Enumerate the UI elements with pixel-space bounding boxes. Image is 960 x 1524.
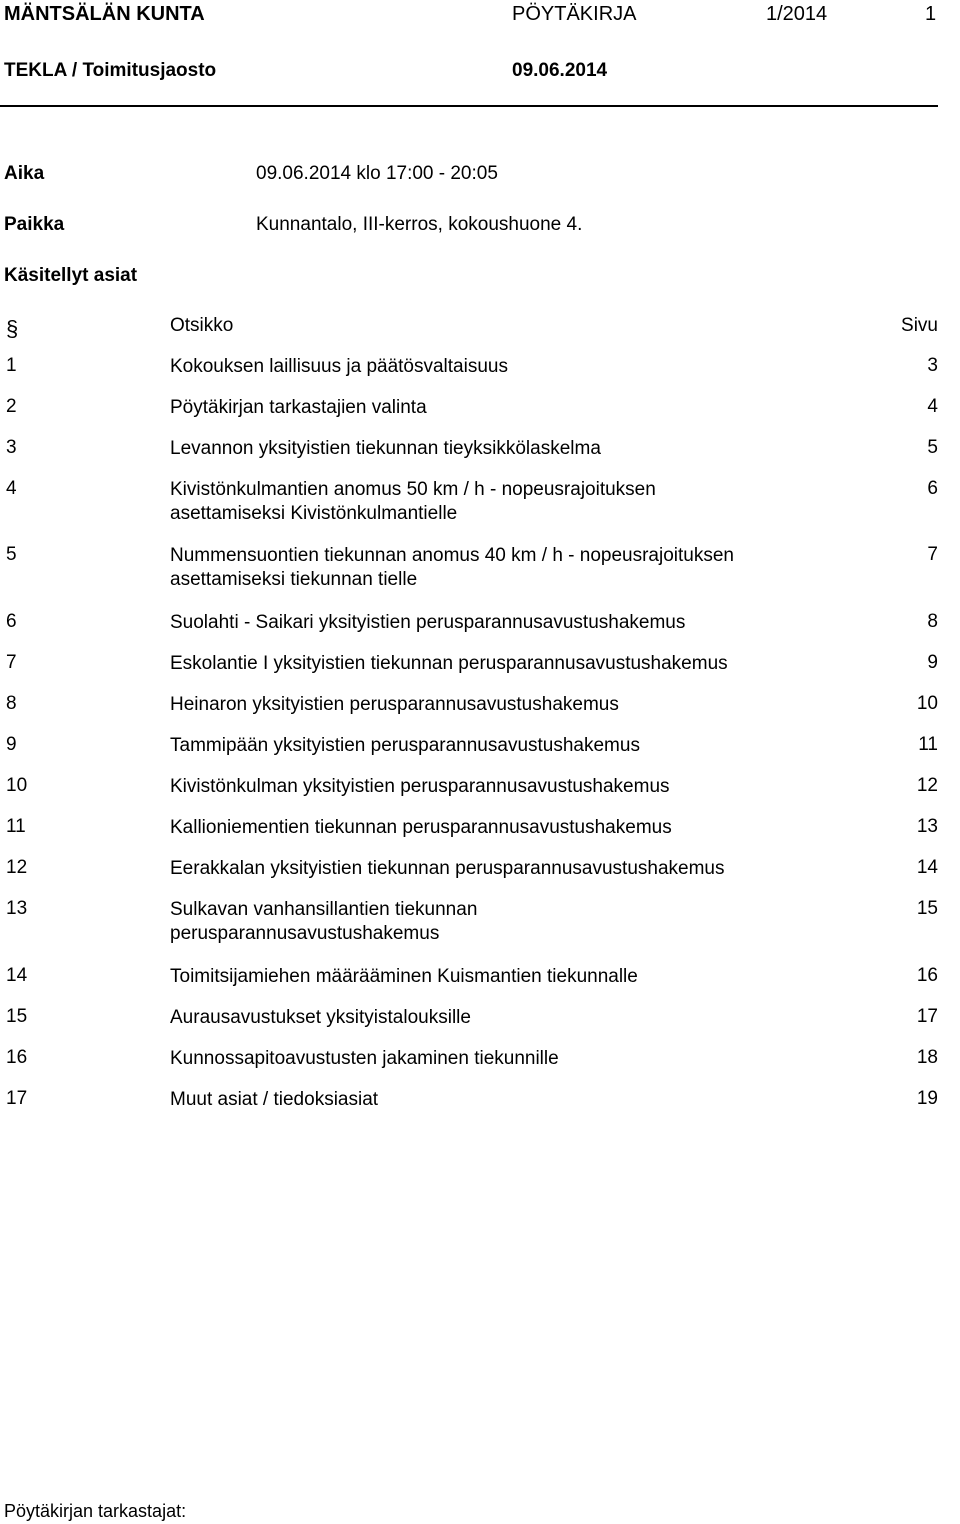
toc-item-title: Levannon yksityistien tiekunnan tieyksikkölaskelma — [170, 438, 601, 459]
toc-item-title: Sulkavan vanhansillantien tiekunnan perusparannusavustushakemus — [170, 899, 478, 944]
toc-item-title: Suolahti - Saikari yksityistien perusparannusavustushakemus — [170, 612, 686, 633]
toc-item-page: 10 — [916, 693, 938, 714]
toc-item-page: 8 — [927, 611, 938, 632]
toc-item-page: 12 — [916, 775, 938, 796]
toc-item-page: 11 — [918, 734, 938, 755]
toc-item-title: Pöytäkirjan tarkastajien valinta — [170, 397, 427, 418]
toc-column-page: Sivu — [901, 315, 938, 336]
document-number: 1/2014 — [766, 3, 828, 25]
toc-item-number: 12 — [6, 857, 28, 878]
toc-item-page: 9 — [927, 652, 938, 673]
document-type: PÖYTÄKIRJA — [512, 3, 637, 25]
toc-item-title: Heinaron yksityistien perusparannusavustushakemus — [170, 694, 619, 715]
place-value: Kunnantalo, III-kerros, kokoushuone 4. — [256, 214, 583, 235]
toc-item-number: 15 — [6, 1006, 28, 1027]
toc-item-number: 9 — [6, 734, 17, 755]
toc-item-title: Kivistönkulman yksityistien perusparannusavustushakemus — [170, 776, 670, 797]
toc-item-number: 14 — [6, 965, 28, 986]
toc-item-page: 16 — [916, 965, 938, 986]
toc-item-page: 7 — [927, 544, 938, 565]
toc-item-title: Kunnossapitoavustusten jakaminen tiekunnille — [170, 1048, 559, 1069]
page-number: 1 — [925, 3, 937, 25]
section-sign-icon: § — [6, 316, 19, 341]
toc-item-page: 15 — [916, 898, 938, 919]
toc-item-number: 11 — [6, 816, 26, 837]
toc-item-title: Muut asiat / tiedoksiasiat — [170, 1089, 379, 1110]
toc-item-page: 13 — [916, 816, 938, 837]
toc-heading: Käsitellyt asiat — [4, 265, 138, 286]
toc-item-number: 16 — [6, 1047, 28, 1068]
toc-item-title: Kallioniementien tiekunnan perusparannusavustushakemus — [170, 817, 672, 838]
time-label: Aika — [4, 163, 45, 184]
toc-item-page: 19 — [916, 1088, 938, 1109]
toc-item-page: 6 — [927, 478, 938, 499]
toc-item-number: 8 — [6, 693, 17, 714]
toc-item-page: 4 — [927, 396, 938, 417]
signers-label: Pöytäkirjan tarkastajat: — [4, 1501, 187, 1521]
toc-item-title: Eskolantie I yksityistien tiekunnan perusparannusavustushakemus — [170, 653, 728, 674]
toc-item-page: 3 — [927, 355, 938, 376]
toc-item-number: 7 — [6, 652, 17, 673]
toc-item-title: Tammipään yksityistien perusparannusavustushakemus — [170, 735, 640, 756]
toc-column-title: Otsikko — [170, 315, 234, 336]
toc-item-number: 10 — [6, 775, 28, 796]
toc-item-number: 4 — [6, 478, 17, 499]
toc-item-title: Toimitsijamiehen määrääminen Kuismantien tiekunnalle — [170, 966, 638, 987]
committee-name: TEKLA / Toimitusjaosto — [4, 60, 217, 81]
toc-item-number: 5 — [6, 544, 17, 565]
toc-item-title: Aurausavustukset yksityistalouksille — [170, 1007, 471, 1028]
toc-item-number: 3 — [6, 437, 17, 458]
toc-item-page: 14 — [916, 857, 938, 878]
toc-item-number: 6 — [6, 611, 17, 632]
toc-item-page: 5 — [927, 437, 938, 458]
time-value: 09.06.2014 klo 17:00 - 20:05 — [256, 163, 498, 184]
toc-item-title: Eerakkalan yksityistien tiekunnan perusparannusavustushakemus — [170, 858, 725, 879]
toc-item-number: 17 — [6, 1088, 28, 1109]
place-label: Paikka — [4, 214, 65, 235]
header-divider — [0, 105, 938, 107]
toc-item-number: 2 — [6, 396, 17, 417]
toc-item-page: 17 — [916, 1006, 938, 1027]
toc-item-title: Nummensuontien tiekunnan anomus 40 km / h - nopeusrajoituksen asettamiseksi tiekunnan tielle — [170, 545, 734, 590]
toc-item-number: 1 — [6, 355, 17, 376]
toc-item-title: Kivistönkulmantien anomus 50 km / h - nopeusrajoituksen asettamiseksi Kivistönkulmantielle — [170, 479, 656, 524]
meeting-date: 09.06.2014 — [512, 60, 608, 81]
municipality-name: MÄNTSÄLÄN KUNTA — [4, 3, 205, 25]
toc-item-page: 18 — [916, 1047, 938, 1068]
toc-item-number: 13 — [6, 898, 28, 919]
toc-item-title: Kokouksen laillisuus ja päätösvaltaisuus — [170, 356, 508, 377]
